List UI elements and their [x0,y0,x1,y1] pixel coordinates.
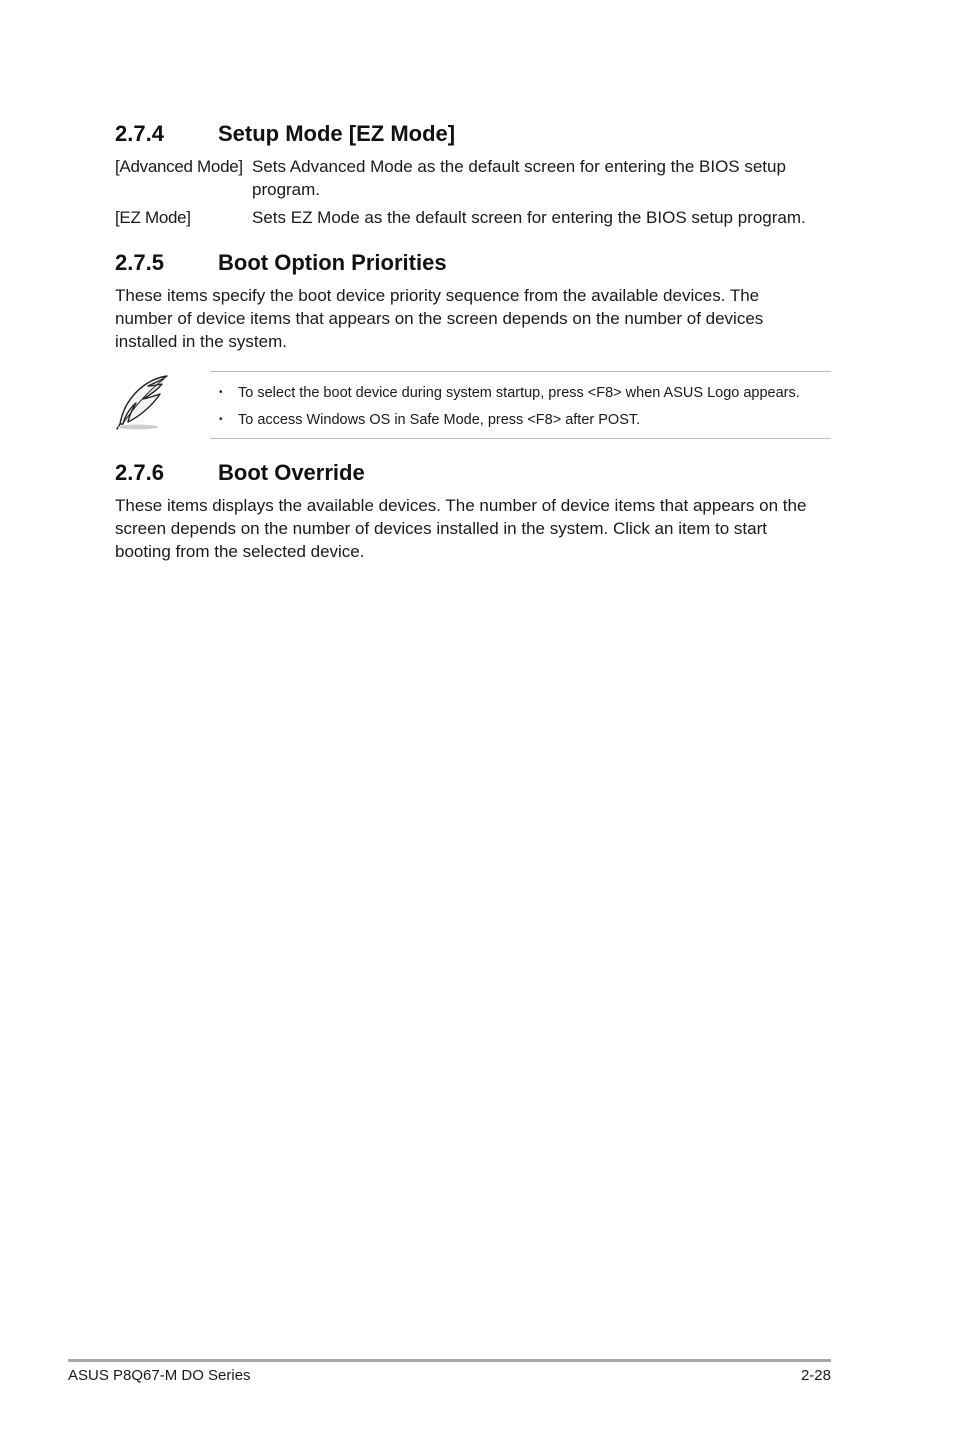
option-description: Sets Advanced Mode as the default screen for entering the BIOS setup program. [252,157,786,199]
section-heading-boot-option-priorities [115,250,447,276]
footer-page-number: 2-28 [800,1367,831,1384]
note-box [210,371,831,439]
section-title: Boot Option Priorities [218,250,447,275]
option-key: [Advanced Mode] [115,157,243,176]
option-description: Sets EZ Mode as the default screen for entering the BIOS setup program. [252,208,806,227]
footer-divider [68,1359,831,1362]
section-number: 2.7.4 [115,121,164,146]
section-body-boot-override: These items displays the available devices. The number of device items that appears on the screen depends on the number of devices installed in the system. Click an item to start booting from the selected device. [115,496,807,561]
note-item: • To select the boot device during system startup, press <F8> when ASUS Logo appears. [219,385,800,401]
section-title: Boot Override [218,460,365,485]
note-item-text: To select the boot device during system startup, press <F8> when ASUS Logo appears. [238,385,800,401]
footer-product-name: ASUS P8Q67-M DO Series [68,1367,251,1384]
section-body-boot-option-priorities: These items specify the boot device priority sequence from the available devices. The number of device items that appears on the screen depends on the number of devices installed in the system. [115,286,764,351]
option-key: [EZ Mode] [115,208,191,227]
section-number: 2.7.6 [115,460,164,485]
note-item-text: To access Windows OS in Safe Mode, press <F8> after POST. [238,412,641,428]
note-item: • To access Windows OS in Safe Mode, press <F8> after POST. [219,412,641,428]
section-heading-boot-override [115,460,365,486]
section-title: Setup Mode [EZ Mode] [218,121,456,146]
option-row-advanced-mode [115,155,835,201]
feather-pen-icon [112,372,174,432]
option-row-ez-mode [115,206,835,229]
section-number: 2.7.5 [115,250,164,275]
section-heading-setup-mode [115,121,455,147]
